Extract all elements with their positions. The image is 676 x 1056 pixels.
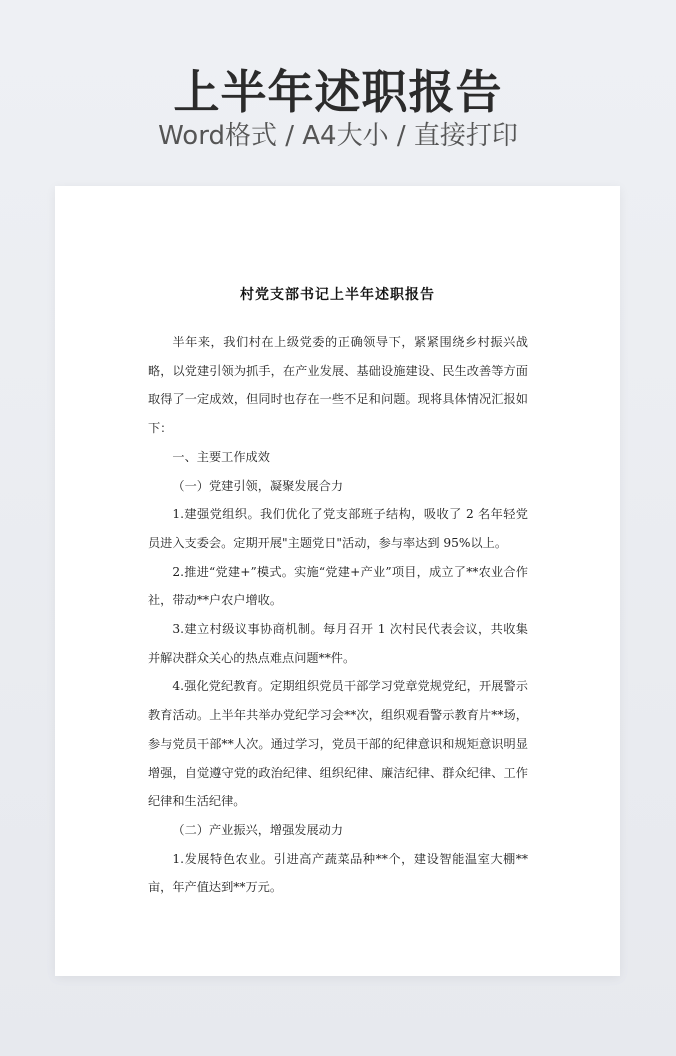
paragraph-item: 1.发展特色农业。引进高产蔬菜品种**个，建设智能温室大棚**亩，年产值达到**万元。 xyxy=(148,851,528,895)
paragraph-item: 3.建立村级议事协商机制。每月召开 1 次村民代表会议，共收集并解决群众关心的热点难点问题**件。 xyxy=(148,622,528,665)
heading-subsection-1: （一）党建引领，凝聚发展合力 xyxy=(172,478,344,493)
document-title: 村党支部书记上半年述职报告 xyxy=(240,287,435,303)
paragraph-item: 2.推进“党建+”模式。实施“党建+产业”项目，成立了**农业合作社，带动**户农户增收。 xyxy=(148,564,528,608)
paragraph-item: 4.强化党纪教育。定期组织党员干部学习党章党规党纪，开展警示教育活动。上半年共举办党纪学习会**次，组织观看警示教育片**场，参与党员干部**人次。通过学习，党员干部的纪律意识和规矩意识明显增强，自觉遵守党的政治纪律、组织纪律、廉洁纪律、群众纪律、工作纪律和生活纪律。 xyxy=(148,679,528,809)
banner-title: 上半年述职报告 xyxy=(173,65,503,119)
document-body xyxy=(148,328,528,902)
heading-subsection-2: （二）产业振兴，增强发展动力 xyxy=(172,822,344,837)
document-page xyxy=(55,186,620,976)
heading-section-1: 一、主要工作成效 xyxy=(172,449,270,464)
paragraph-intro: 半年来，我们村在上级党委的正确领导下，紧紧围绕乡村振兴战略，以党建引领为抓手，在产业发展、基础设施建设、民生改善等方面取得了一定成效，但同时也存在一些不足和问题。现将具体情况汇报如下： xyxy=(148,335,528,436)
banner-subtitle: Word格式 / A4大小 / 直接打印 xyxy=(158,121,518,151)
paragraph-item: 1.建强党组织。我们优化了党支部班子结构，吸收了 2 名年轻党员进入支委会。定期开展"主题党日"活动，参与率达到 95%以上。 xyxy=(148,507,528,550)
